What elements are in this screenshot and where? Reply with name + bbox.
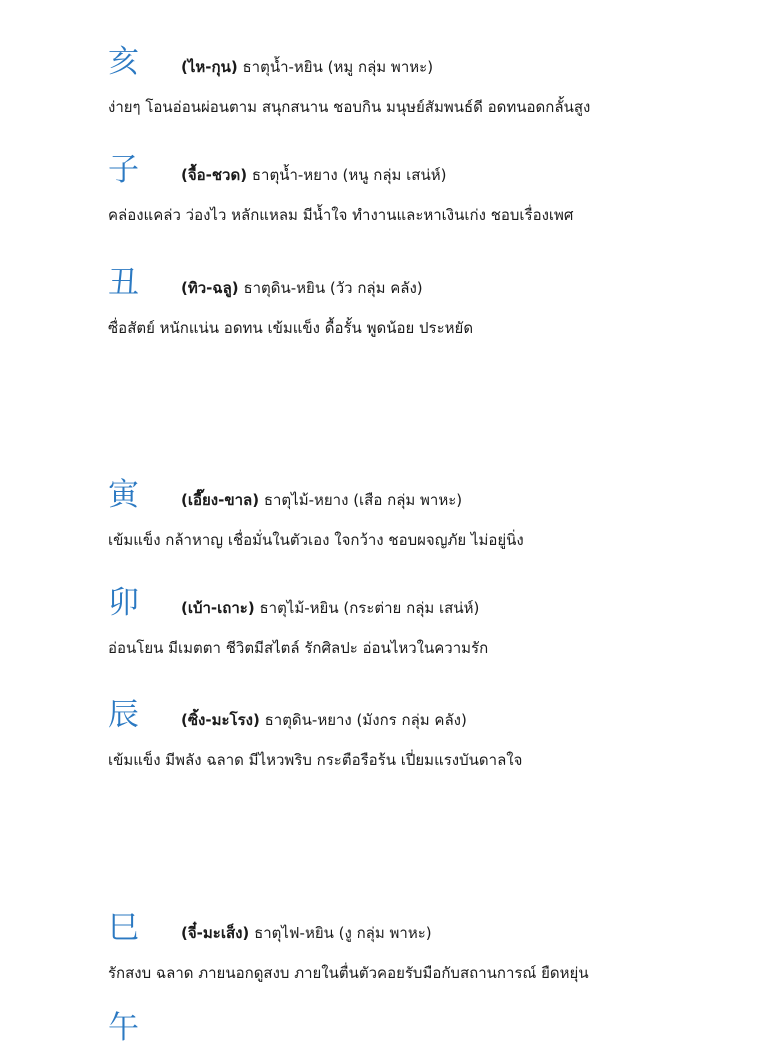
entry-khan (0, 477, 768, 587)
entry-thao (0, 585, 768, 695)
zodiac-glyph: 卯 (108, 585, 139, 621)
zodiac-name: (จี๋-มะเส็ง) (181, 924, 250, 942)
entry-heading (181, 164, 446, 186)
zodiac-glyph: 丑 (108, 265, 139, 301)
entry-heading (181, 709, 467, 731)
zodiac-glyph: 子 (108, 152, 139, 188)
entry-heading (181, 56, 433, 78)
zodiac-element: ธาตุไม้-หยิน (กระต่าย กลุ่ม เสน่ห์) (259, 599, 480, 617)
zodiac-element: ธาตุน้ำ-หยิน (หมู กลุ่ม พาหะ) (242, 58, 434, 76)
zodiac-name: (ไห-กุน) (181, 58, 238, 76)
entry-chalu (0, 265, 768, 375)
zodiac-name: (ซิ้ง-มะโรง) (181, 711, 260, 729)
entry-heading (181, 597, 479, 619)
zodiac-glyph: 巳 (108, 910, 139, 946)
zodiac-glyph: 亥 (108, 44, 139, 80)
entry-hai (0, 44, 768, 154)
entry-marong (0, 697, 768, 807)
entry-heading (181, 489, 462, 511)
zodiac-description: อ่อนโยน มีเมตตา ชีวิตมีสไตล์ รักศิลปะ อ่อนไหวในความรัก (108, 639, 489, 657)
zodiac-glyph: 辰 (108, 697, 139, 733)
entry-chuat (0, 152, 768, 262)
zodiac-element: ธาตุดิน-หยิน (วัว กลุ่ม คลัง) (243, 279, 423, 297)
zodiac-description: เข้มแข็ง กล้าหาญ เชื่อมั่นในตัวเอง ใจกว้าง ชอบผจญภัย ไม่อยู่นิ่ง (108, 531, 524, 549)
zodiac-description: ซื่อสัตย์ หนักแน่น อดทน เข้มแข็ง ดื้อรั้น พูดน้อย ประหยัด (108, 319, 474, 337)
zodiac-name: (เอี๊ยง-ขาล) (181, 491, 260, 509)
zodiac-description: เข้มแข็ง มีพลัง ฉลาด มีไหวพริบ กระตือรือร้น เปี่ยมแรงบันดาลใจ (108, 751, 523, 769)
zodiac-glyph: 寅 (108, 477, 139, 513)
zodiac-element: ธาตุดิน-หยาง (มังกร กลุ่ม คลัง) (264, 711, 467, 729)
zodiac-element: ธาตุน้ำ-หยาง (หนู กลุ่ม เสน่ห์) (251, 166, 447, 184)
zodiac-element: ธาตุไฟ-หยิน (งู กลุ่ม พาหะ) (254, 924, 432, 942)
zodiac-description: รักสงบ ฉลาด ภายนอกดูสงบ ภายในตื่นตัวคอยรับมือกับสถานการณ์ ยืดหยุ่น (108, 964, 589, 982)
zodiac-glyph-cut-off: 午 (108, 1010, 139, 1046)
zodiac-name: (จื้อ-ชวด) (181, 166, 248, 184)
zodiac-description: คล่องแคล่ว ว่องไว หลักแหลม มีน้ำใจ ทำงานและหาเงินเก่ง ชอบเรื่องเพศ (108, 206, 574, 224)
zodiac-name: (ทิว-ฉลู) (181, 279, 239, 297)
zodiac-description: ง่ายๆ โอนอ่อนผ่อนตาม สนุกสนาน ชอบกิน มนุษย์สัมพนธ์ดี อดทนอดกลั้นสูง (108, 98, 591, 116)
zodiac-element: ธาตุไม้-หยาง (เสือ กลุ่ม พาหะ) (263, 491, 463, 509)
entry-heading (181, 922, 432, 944)
zodiac-name: (เบ้า-เถาะ) (181, 599, 255, 617)
entry-heading (181, 277, 423, 299)
entry-maseng (0, 910, 768, 1020)
